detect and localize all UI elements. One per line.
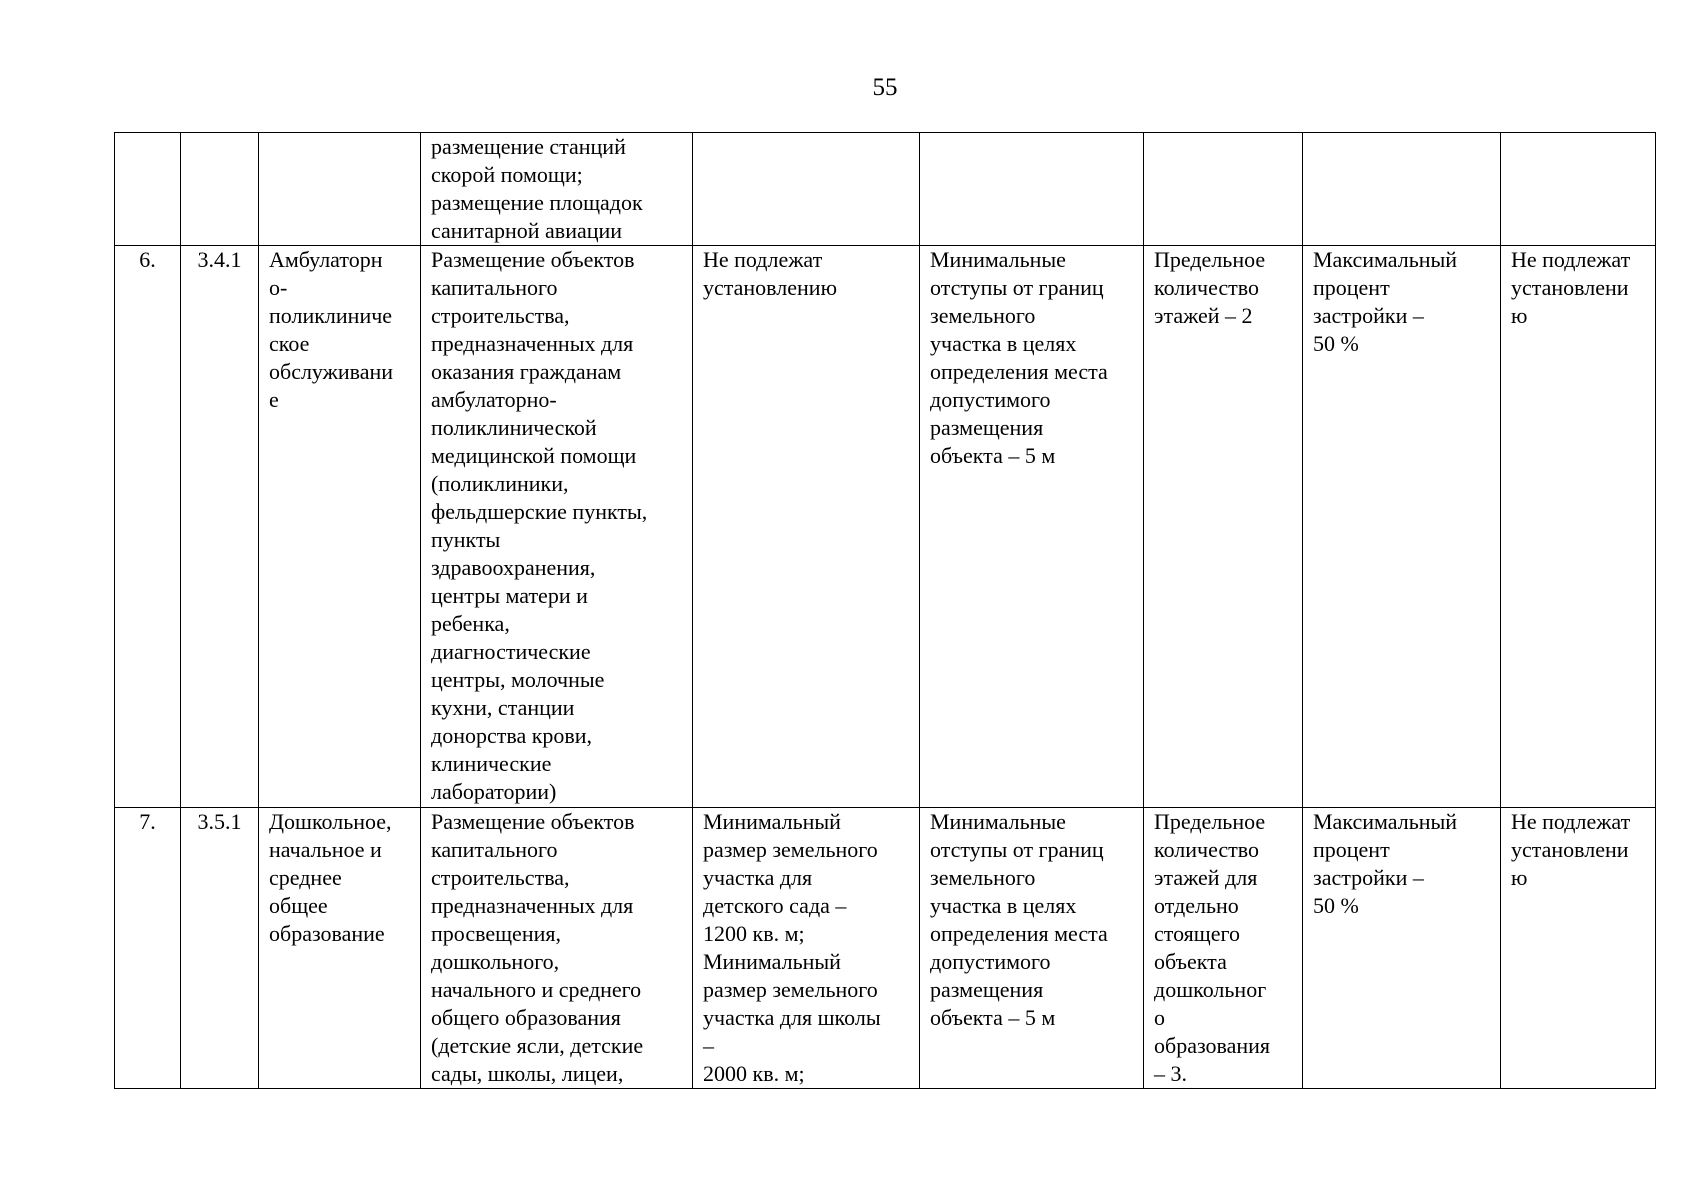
coverage-cell xyxy=(1303,133,1501,246)
table-row xyxy=(115,133,1656,246)
setbacks-cell xyxy=(920,246,1144,808)
plot-size-cell xyxy=(693,246,920,808)
row-number-cell xyxy=(115,133,181,246)
setbacks-cell xyxy=(920,808,1144,1089)
other-cell xyxy=(1501,133,1656,246)
floors-cell xyxy=(1144,133,1303,246)
use-name: Амбулаторн о- поликлиниче ское обслуживани е xyxy=(269,247,394,412)
plot-size-cell xyxy=(693,133,920,246)
coverage: Максимальный процент застройки – 50 % xyxy=(1313,247,1458,356)
floors: Предельное количество этажей – 2 xyxy=(1154,247,1266,328)
other-params: Не подлежат установлени ю xyxy=(1511,247,1631,328)
setbacks: Минимальные отступы от границ земельного участка в целях определения места допустимого размещения объекта – 5 м xyxy=(930,247,1108,468)
description-cell xyxy=(421,246,693,808)
floors-cell xyxy=(1144,246,1303,808)
code-cell xyxy=(181,808,259,1089)
use-description: Размещение объектов капитального строительства, предназначенных для просвещения, дошкольного, начального и среднего общего образования (детские ясли, детские сады, школы, лицеи, xyxy=(431,809,644,1086)
name-cell xyxy=(259,246,421,808)
other-cell xyxy=(1501,246,1656,808)
coverage-cell xyxy=(1303,808,1501,1089)
code-cell xyxy=(181,133,259,246)
row-number: 6. xyxy=(139,247,156,272)
plot-size: Не подлежат установлению xyxy=(703,247,838,300)
setbacks: Минимальные отступы от границ земельного участка в целях определения места допустимого размещения объекта – 5 м xyxy=(930,809,1108,1030)
description-cell xyxy=(421,133,693,246)
floors: Предельное количество этажей для отдельно стоящего объекта дошкольног о образования – 3. xyxy=(1154,809,1271,1086)
use-code: 3.5.1 xyxy=(197,809,242,834)
regulations-table xyxy=(114,132,1656,1089)
use-description: Размещение объектов капитального строительства, предназначенных для оказания гражданам амбулаторно- поликлинической медицинской помощи (поликлиники, фельдшерские пункты, пункты здравоохранения, центры матери и ребенка, диагностические центры, молочные кухни, станции донорства крови, клинические лаборатории) xyxy=(431,247,648,804)
plot-size-cell xyxy=(693,808,920,1089)
code-cell xyxy=(181,246,259,808)
description-cell xyxy=(421,808,693,1089)
other-params: Не подлежат установлени ю xyxy=(1511,809,1631,890)
coverage-cell xyxy=(1303,246,1501,808)
page-number: 55 xyxy=(872,74,898,101)
name-cell xyxy=(259,133,421,246)
row-number-cell xyxy=(115,808,181,1089)
plot-size: Минимальный размер земельного участка для детского сада – 1200 кв. м; Минимальный размер земельного участка для школы – 2000 кв. м; xyxy=(703,809,881,1086)
row-number: 7. xyxy=(139,809,156,834)
table-row xyxy=(115,246,1656,808)
use-description: размещение станций скорой помощи; размещение площадок санитарной авиации xyxy=(431,134,643,243)
other-cell xyxy=(1501,808,1656,1089)
floors-cell xyxy=(1144,808,1303,1089)
use-name: Дошкольное, начальное и среднее общее образование xyxy=(269,809,392,946)
coverage: Максимальный процент застройки – 50 % xyxy=(1313,809,1458,918)
use-code: 3.4.1 xyxy=(197,247,242,272)
name-cell xyxy=(259,808,421,1089)
setbacks-cell xyxy=(920,133,1144,246)
row-number-cell xyxy=(115,246,181,808)
table-row xyxy=(115,808,1656,1089)
